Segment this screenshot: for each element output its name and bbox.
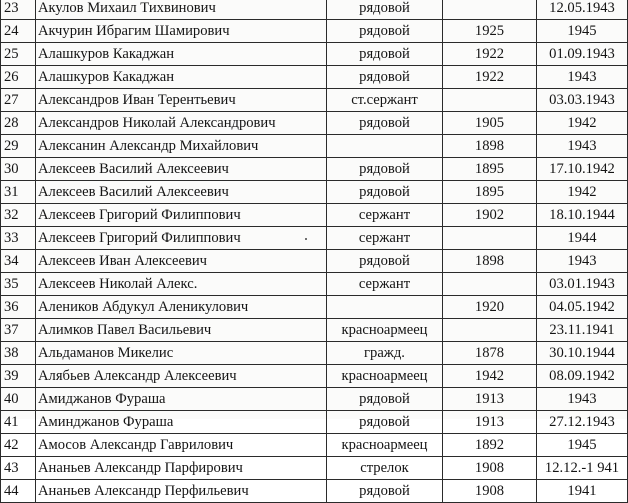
table-row <box>1 43 628 66</box>
table-row <box>1 0 628 20</box>
rank-cell: рядовой <box>327 388 443 411</box>
date-cell: 03.01.1943 <box>537 273 628 296</box>
rank-cell: рядовой <box>327 0 443 20</box>
full-name-cell: Алексеев Николай Алекс. <box>36 273 327 296</box>
birth-year-cell: 1913 <box>443 411 537 434</box>
birth-year-cell: 1908 <box>443 457 537 480</box>
table-row <box>1 434 628 457</box>
full-name-cell: Алимков Павел Васильевич <box>36 319 327 342</box>
row-number-cell: 26 <box>1 66 36 89</box>
table-row <box>1 411 628 434</box>
date-cell: 27.12.1943 <box>537 411 628 434</box>
rank-cell: рядовой <box>327 181 443 204</box>
birth-year-cell: 1922 <box>443 43 537 66</box>
table-row <box>1 20 628 43</box>
table-row <box>1 480 628 503</box>
full-name-cell: Альдаманов Микелис <box>36 342 327 365</box>
rank-cell: красноармеец <box>327 434 443 457</box>
date-cell: 1943 <box>537 66 628 89</box>
rank-cell: рядовой <box>327 411 443 434</box>
date-cell: 1943 <box>537 388 628 411</box>
birth-year-cell <box>443 89 537 112</box>
table-row <box>1 204 628 227</box>
date-cell: 12.12.-1 941 <box>537 457 628 480</box>
full-name-cell: Алексеев Григорий Филиппович <box>36 204 327 227</box>
table-row <box>1 342 628 365</box>
table-row <box>1 181 628 204</box>
full-name-cell: Алашкуров Какаджан <box>36 66 327 89</box>
row-number-cell: 35 <box>1 273 36 296</box>
rank-cell: ст.сержант <box>327 89 443 112</box>
birth-year-cell: 1898 <box>443 135 537 158</box>
birth-year-cell: 1905 <box>443 112 537 135</box>
rank-cell: стрелок <box>327 457 443 480</box>
full-name-cell: Алексанин Александр Михайлович <box>36 135 327 158</box>
date-cell: 1941 <box>537 480 628 503</box>
table-row <box>1 135 628 158</box>
date-cell: 01.09.1943 <box>537 43 628 66</box>
date-cell: 04.05.1942 <box>537 296 628 319</box>
rank-cell: гражд. <box>327 342 443 365</box>
full-name-cell: Ананьев Александр Парфирович <box>36 457 327 480</box>
date-cell: 08.09.1942 <box>537 365 628 388</box>
birth-year-cell: 1920 <box>443 296 537 319</box>
rank-cell: рядовой <box>327 20 443 43</box>
scan-speck <box>305 238 307 240</box>
birth-year-cell: 1902 <box>443 204 537 227</box>
row-number-cell: 43 <box>1 457 36 480</box>
rank-cell: сержант <box>327 204 443 227</box>
rank-cell: рядовой <box>327 480 443 503</box>
row-number-cell: 44 <box>1 480 36 503</box>
table-row <box>1 296 628 319</box>
rank-cell: сержант <box>327 273 443 296</box>
full-name-cell: Акчурин Ибрагим Шамирович <box>36 20 327 43</box>
row-number-cell: 27 <box>1 89 36 112</box>
table-row <box>1 365 628 388</box>
birth-year-cell: 1892 <box>443 434 537 457</box>
birth-year-cell: 1925 <box>443 20 537 43</box>
birth-year-cell <box>443 0 537 20</box>
row-number-cell: 40 <box>1 388 36 411</box>
full-name-cell: Акулов Михаил Тихвинович <box>36 0 327 20</box>
date-cell: 1945 <box>537 434 628 457</box>
birth-year-cell: 1922 <box>443 66 537 89</box>
row-number-cell: 38 <box>1 342 36 365</box>
full-name-cell: Ананьев Александр Перфильевич <box>36 480 327 503</box>
table-row <box>1 66 628 89</box>
date-cell: 18.10.1944 <box>537 204 628 227</box>
rank-cell <box>327 135 443 158</box>
birth-year-cell: 1908 <box>443 480 537 503</box>
full-name-cell: Алашкуров Какаджан <box>36 43 327 66</box>
birth-year-cell <box>443 273 537 296</box>
row-number-cell: 30 <box>1 158 36 181</box>
full-name-cell: Алексеев Григорий Филиппович <box>36 227 327 250</box>
rank-cell: сержант <box>327 227 443 250</box>
full-name-cell: Александров Иван Терентьевич <box>36 89 327 112</box>
table-row <box>1 89 628 112</box>
full-name-cell: Алексеев Василий Алексеевич <box>36 181 327 204</box>
date-cell: 1945 <box>537 20 628 43</box>
table-row <box>1 273 628 296</box>
date-cell: 1943 <box>537 250 628 273</box>
full-name-cell: Алеников Абдукул Аленикулович <box>36 296 327 319</box>
date-cell: 1942 <box>537 181 628 204</box>
row-number-cell: 37 <box>1 319 36 342</box>
row-number-cell: 28 <box>1 112 36 135</box>
rank-cell: рядовой <box>327 250 443 273</box>
date-cell: 1944 <box>537 227 628 250</box>
row-number-cell: 33 <box>1 227 36 250</box>
birth-year-cell: 1895 <box>443 158 537 181</box>
birth-year-cell: 1913 <box>443 388 537 411</box>
full-name-cell: Аминджанов Фураша <box>36 411 327 434</box>
table-row <box>1 227 628 250</box>
table-row <box>1 250 628 273</box>
birth-year-cell: 1895 <box>443 181 537 204</box>
row-number-cell: 24 <box>1 20 36 43</box>
row-number-cell: 29 <box>1 135 36 158</box>
table-row <box>1 319 628 342</box>
row-number-cell: 31 <box>1 181 36 204</box>
date-cell: 1942 <box>537 112 628 135</box>
full-name-cell: Александров Николай Александрович <box>36 112 327 135</box>
table-row <box>1 457 628 480</box>
table-row <box>1 158 628 181</box>
birth-year-cell <box>443 227 537 250</box>
date-cell: 23.11.1941 <box>537 319 628 342</box>
date-cell: 12.05.1943 <box>537 0 628 20</box>
full-name-cell: Амосов Александр Гаврилович <box>36 434 327 457</box>
row-number-cell: 39 <box>1 365 36 388</box>
birth-year-cell: 1878 <box>443 342 537 365</box>
rank-cell: рядовой <box>327 112 443 135</box>
full-name-cell: Алексеев Василий Алексеевич <box>36 158 327 181</box>
date-cell: 30.10.1944 <box>537 342 628 365</box>
row-number-cell: 36 <box>1 296 36 319</box>
row-number-cell: 34 <box>1 250 36 273</box>
rank-cell <box>327 296 443 319</box>
date-cell: 17.10.1942 <box>537 158 628 181</box>
full-name-cell: Амиджанов Фураша <box>36 388 327 411</box>
full-name-cell: Алексеев Иван Алексеевич <box>36 250 327 273</box>
birth-year-cell: 1898 <box>443 250 537 273</box>
row-number-cell: 42 <box>1 434 36 457</box>
rank-cell: рядовой <box>327 43 443 66</box>
table-row <box>1 388 628 411</box>
date-cell: 03.03.1943 <box>537 89 628 112</box>
birth-year-cell <box>443 319 537 342</box>
row-number-cell: 23 <box>1 0 36 20</box>
date-cell: 1943 <box>537 135 628 158</box>
rank-cell: рядовой <box>327 158 443 181</box>
rank-cell: красноармеец <box>327 319 443 342</box>
rank-cell: рядовой <box>327 66 443 89</box>
rank-cell: красноармеец <box>327 365 443 388</box>
full-name-cell: Алябьев Александр Алексеевич <box>36 365 327 388</box>
row-number-cell: 32 <box>1 204 36 227</box>
row-number-cell: 41 <box>1 411 36 434</box>
birth-year-cell: 1942 <box>443 365 537 388</box>
row-number-cell: 25 <box>1 43 36 66</box>
table-row <box>1 112 628 135</box>
